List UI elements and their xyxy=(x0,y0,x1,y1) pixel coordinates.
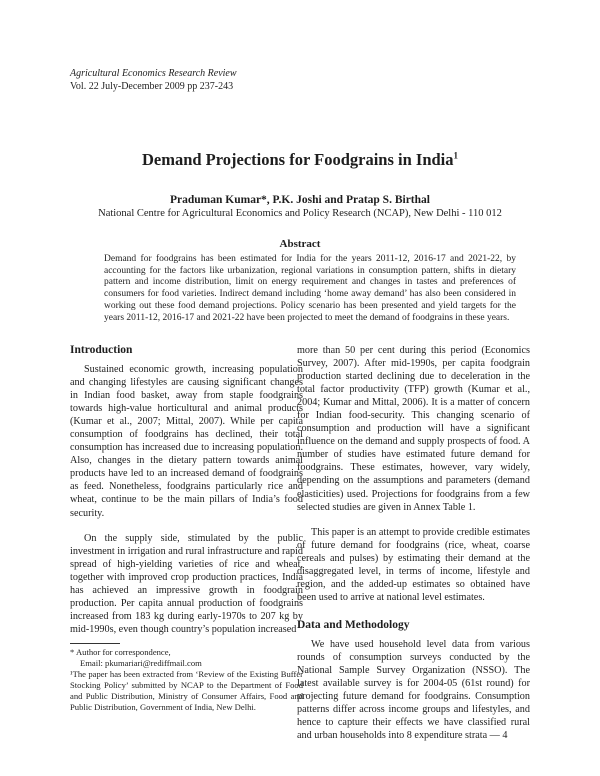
journal-volume: Vol. 22 July-December 2009 pp 237-243 xyxy=(70,81,234,92)
right-column xyxy=(297,344,530,742)
paper-title-text: Demand Projections for Foodgrains in India xyxy=(141,150,454,169)
data-paragraph-1: We have used household level data from various rounds of consumption surveys conducted by the National Sample Survey Organization (NSSO). The latest available survey is for 2004-05 (61st round) for projecting future demand for foodgrains. Consumption patterns differ across income groups and lifestyles, and hence to capture their effects we have classified rural and urban households into 8 expenditure strata — 4 xyxy=(297,638,530,742)
data-methodology-heading: Data and Methodology xyxy=(297,618,410,631)
footnote-source: ¹The paper has been extracted from ‘Review of the Existing Buffer Stocking Policy’ submitted by NCAP to the Department of Food and Public Distribution, Ministry of Consumer Affairs, Food and Public Distribution, Government of India, New Delhi. xyxy=(70,669,303,712)
abstract-text: Demand for foodgrains has been estimated for India for the years 2011-12, 2016-17 and 2021-22, by accounting for the factors like urbanization, regional variations in consumption pattern, shifts in dietary pattern and income distribution, limit on energy requirement and changes in tastes and preferences of consumers for food varieties. Indirect demand including ‘home away demand’ has also been considered in working out these food demand projections. Policy scenario has been presented and yield targets for the years 2011-12, 2016-17 and 2021-22 have been projected to meet the demand of foodgrains in these years. xyxy=(104,254,516,323)
right-paragraph-2: This paper is an attempt to provide credible estimates of future demand for foodgrains (rice, wheat, coarse cereals and pulses) by estimating their demand at the disaggregated level, in terms of income, lifestyle and region, and the added-up estimates so obtained have been used to arrive at national level estimates. xyxy=(297,526,530,603)
affiliation: National Centre for Agricultural Economics and Policy Research (NCAP), New Delhi - 110 012 xyxy=(98,208,502,219)
title-footnote-mark: 1 xyxy=(453,150,459,161)
intro-paragraph-1: Sustained economic growth, increasing population and changing lifestyles are causing significant changes in Indian food basket, away from staple foodgrains towards high-value horticultural and animal products (Kumar et al., 2007; Mittal, 2007). While per capita consumption of foodgrains has declined, their total consumption has increased due to increasing population. Also, changes in the dietary pattern towards animal products have led to an increased demand of foodgrains as feed. Nonetheless, foodgrains particularly rice and wheat, continue to be the main pillars of India’s food security. xyxy=(70,364,303,519)
left-column xyxy=(70,343,303,636)
right-paragraph-1: more than 50 per cent during this period (Economics Survey, 2007). After mid-1990s, per capita foodgrain production started declining due to deceleration in the total factor productivity (TFP) growth (Kumar et al., 2004; Kumar and Mittal, 2006). It is a matter of concern for Indian food-security. This changing scenario of consumption and production will have a significant influence on the demand and supply prospects of food. A number of studies have estimated future demand for foodgrains. These estimates, however, vary widely, depending on the assumptions and parameters (demand elasticities) used. Projections for foodgrains from a few selected studies are given in Annex Table 1. xyxy=(297,345,530,513)
footnote-correspondence: * Author for correspondence, xyxy=(70,647,171,657)
paper-title xyxy=(0,150,600,170)
footnotes xyxy=(70,647,303,713)
abstract-heading: Abstract xyxy=(279,238,321,250)
intro-paragraph-2: On the supply side, stimulated by the public investment in irrigation and rural infrastructure and rapid spread of high-yielding varieties of rice and wheat, together with improved crop production practices, India has achieved an impressive growth in foodgrain production. Per capita annual production of foodgrains increased from 183 kg during early-1970s to 207 kg by mid-1990s, even though country’s population increased xyxy=(70,532,303,635)
introduction-heading: Introduction xyxy=(70,344,133,356)
journal-header xyxy=(70,67,237,93)
authors: Praduman Kumar*, P.K. Joshi and Pratap S. Birthal xyxy=(170,194,430,206)
journal-name: Agricultural Economics Research Review xyxy=(70,68,237,79)
footnote-email: Email: pkumariari@rediffmail.com xyxy=(80,658,202,668)
footnote-rule xyxy=(70,643,120,644)
